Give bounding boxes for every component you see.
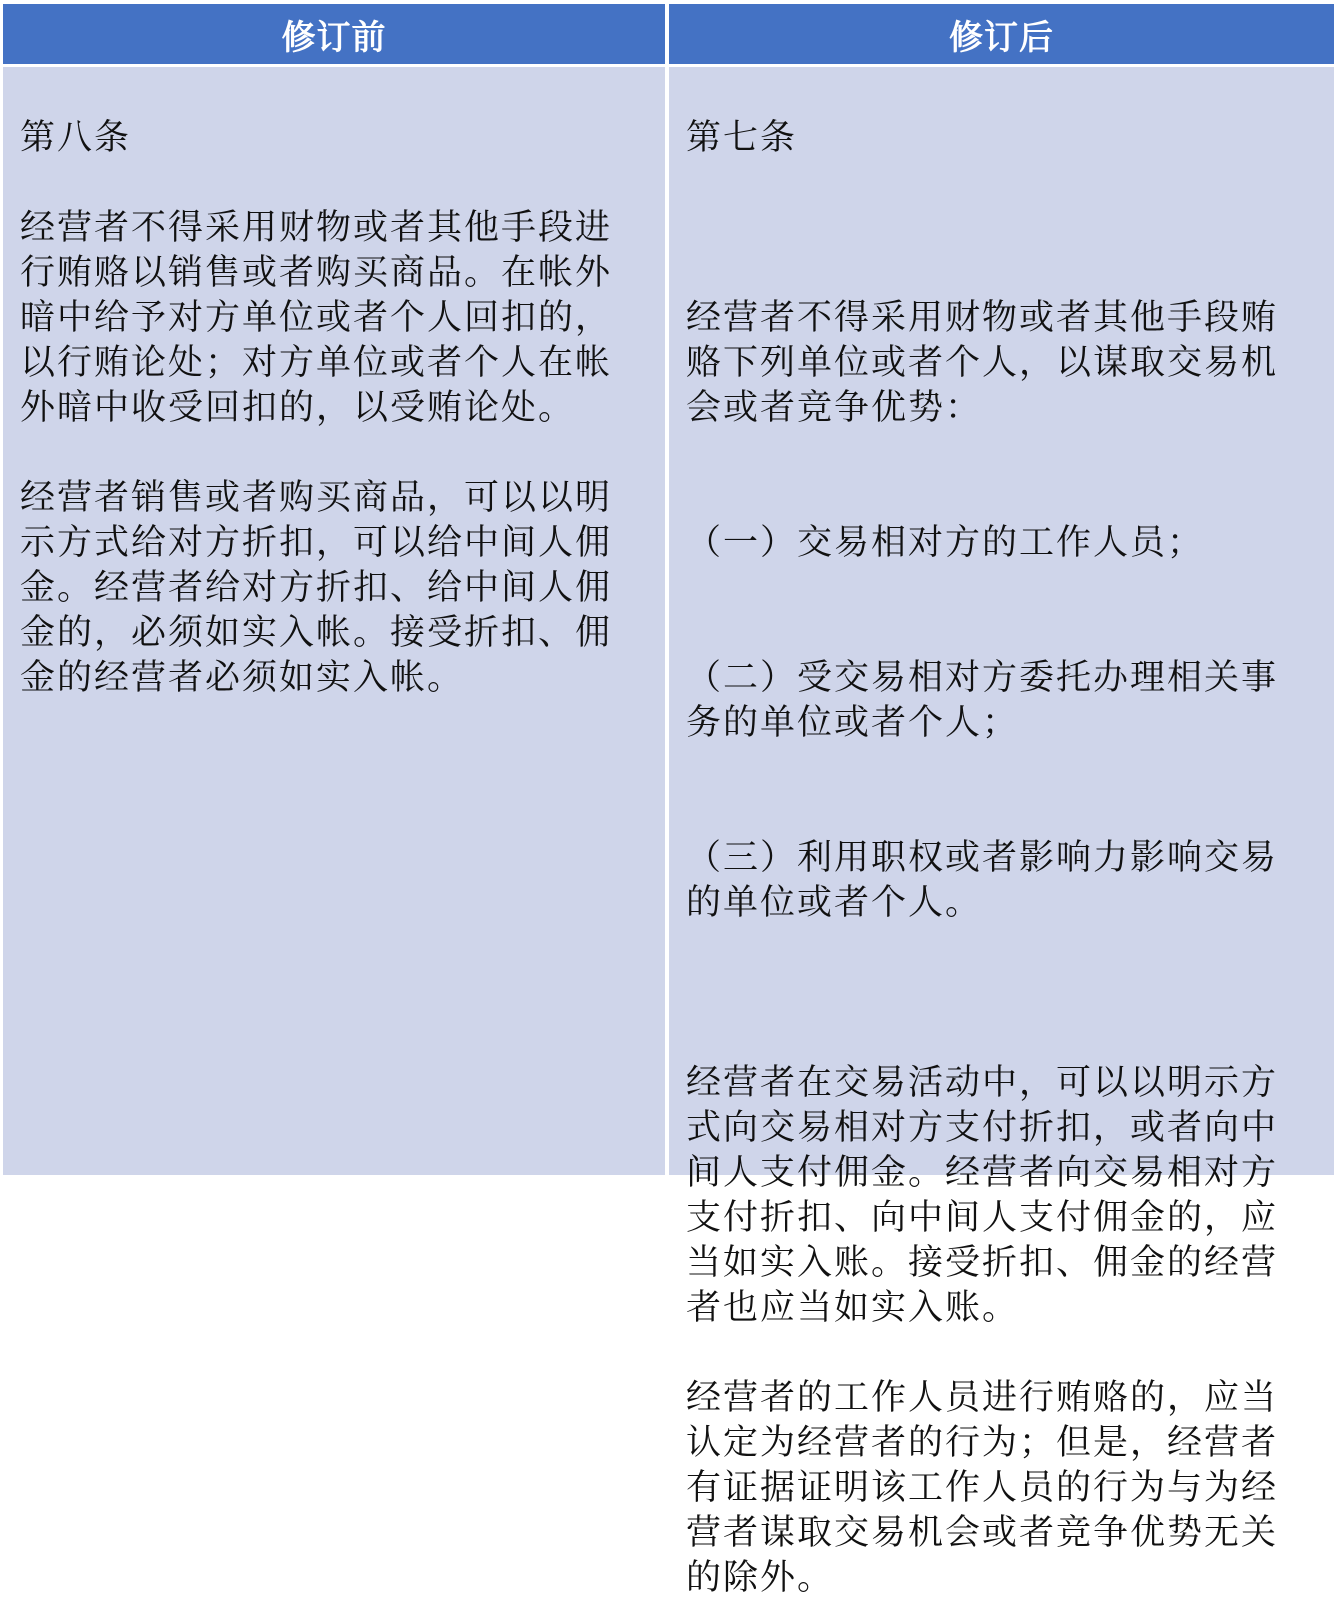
before-paragraph-2: 经营者销售或者购买商品，可以以明示方式给对方折扣，可以给中间人佣金。经营者给对方折扣、给中间人佣金的，必须如实入帐。接受折扣、佣金的经营者必须如实入帐。 <box>20 478 613 698</box>
after-paragraph-1: 经营者在交易活动中，可以以明示方式向交易相对方支付折扣，或者向中间人支付佣金。经营者向交易相对方支付折扣、向中间人支付佣金的，应当如实入账。接受折扣、佣金的经营者也应当如实入账。 <box>686 1063 1279 1328</box>
after-item-3: （三）利用职权或者影响力影响交易的单位或者个人。 <box>686 838 1279 923</box>
after-article-title: 第七条 <box>686 118 798 158</box>
after-item-2: （二）受交易相对方委托办理相关事务的单位或者个人； <box>686 658 1279 743</box>
after-item-1: （一）交易相对方的工作人员； <box>686 523 1205 563</box>
after-cell <box>669 67 1334 1598</box>
header-after: 修订后 <box>669 4 1334 64</box>
before-cell <box>3 67 665 1175</box>
after-paragraph-2: 经营者的工作人员进行贿赂的，应当认定为经营者的行为；但是，经营者有证据证明该工作人员的行为与为经营者谋取交易机会或者竞争优势无关的除外。 <box>686 1378 1279 1598</box>
after-clause-list <box>686 206 1294 1016</box>
after-intro: 经营者不得采用财物或者其他手段贿赂下列单位或者个人，以谋取交易机会或者竞争优势： <box>686 298 1279 428</box>
header-before: 修订前 <box>3 4 665 64</box>
before-article-title: 第八条 <box>20 118 132 158</box>
before-paragraph-1: 经营者不得采用财物或者其他手段进行贿赂以销售或者购买商品。在帐外暗中给予对方单位或者个人回扣的，以行贿论处；对方单位或者个人在帐外暗中收受回扣的，以受贿论处。 <box>20 208 613 428</box>
